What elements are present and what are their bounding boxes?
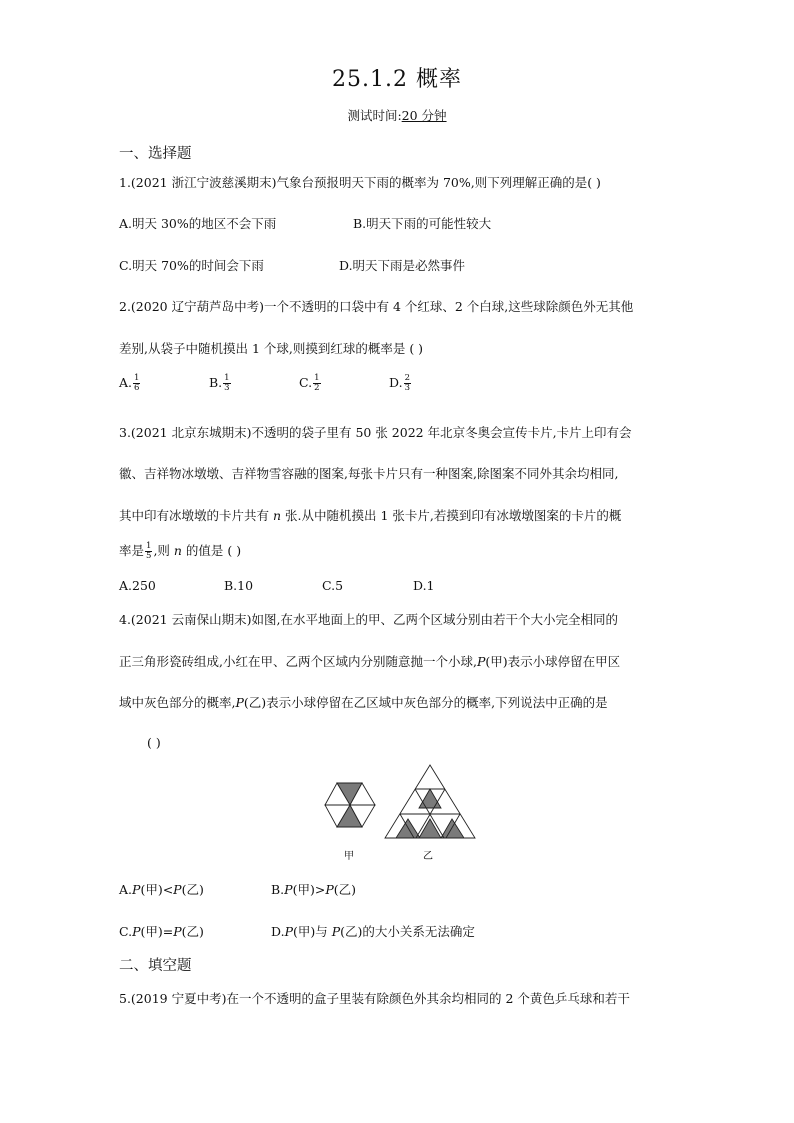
test-time — [0, 106, 794, 124]
fraction: $\frac{1}{2}$ — [314, 373, 320, 393]
question-4-line-1: 4.(2021 云南保山期末)如图,在水平地面上的甲、乙两个区域分别由若干个大小完全相同的 — [119, 612, 618, 627]
q4-option-c: C.P(甲)=P(乙) — [119, 924, 204, 939]
q4-option-d: D.P(甲)与 P(乙)的大小关系无法确定 — [271, 924, 475, 939]
q3-option-b: B.10 — [224, 578, 254, 593]
question-4-line-2: 正三角形瓷砖组成,小红在甲、乙两个区域内分别随意抛一个小球,P(甲)表示小球停留在甲区 — [119, 654, 621, 669]
question-1-stem: 1.(2021 浙江宁波慈溪期末)气象台预报明天下雨的概率为 70%,则下列理解正确的是( ) — [119, 175, 601, 190]
q1-option-c: C.明天 70%的时间会下雨 — [119, 258, 264, 273]
figure-label-yi: 乙 — [423, 851, 433, 862]
question-3-line-2: 徽、吉祥物冰墩墩、吉祥物雪容融的图案,每张卡片只有一种图案,除图案不同外其余均相同, — [119, 466, 619, 481]
triangle-yi — [385, 765, 475, 838]
q1-option-d: D.明天下雨是必然事件 — [339, 258, 466, 273]
q1-option-a: A.明天 30%的地区不会下雨 — [119, 216, 277, 231]
question-3-line-1: 3.(2021 北京东城期末)不透明的袋子里有 50 张 2022 年北京冬奥会宣传卡片,卡片上印有会 — [119, 425, 632, 440]
q2-option-c: C. $\frac{1}{2}$ — [299, 373, 320, 393]
q3-option-c: C.5 — [322, 578, 344, 593]
fraction: $\frac{1}{5}$ — [146, 541, 152, 561]
q2-option-d: D. $\frac{2}{3}$ — [389, 373, 410, 393]
hexagon-jia — [325, 783, 375, 827]
section-heading-fill: 二、填空题 — [119, 958, 192, 974]
page-title: 25.1.2 概率 — [332, 67, 462, 92]
test-time-value: 20 分钟 — [401, 108, 447, 123]
q3-option-a: A.250 — [119, 578, 156, 593]
question-2-line-1: 2.(2020 辽宁葫芦岛中考)一个不透明的口袋中有 4 个红球、2 个白球,这些球除颜色外无其他 — [119, 299, 634, 314]
question-3-line-3: 其中印有冰墩墩的卡片共有 n 张.从中随机摸出 1 张卡片,若摸到印有冰墩墩图案的卡片的概 — [119, 508, 622, 523]
q2-option-b: B. $\frac{1}{3}$ — [209, 373, 230, 393]
q1-option-b: B.明天下雨的可能性较大 — [353, 216, 492, 231]
question-3-line-4: 率是 $\frac{1}{5}$ ,则 n 的值是 ( ) — [119, 541, 242, 561]
q3-option-d: D.1 — [413, 578, 435, 593]
question-2-line-2: 差别,从袋子中随机摸出 1 个球,则摸到红球的概率是 ( ) — [119, 341, 424, 356]
question-5-line-1: 5.(2019 宁夏中考)在一个不透明的盒子里装有除颜色外其余均相同的 2 个黄色乒乓球和若干 — [119, 991, 630, 1006]
q2-option-a: A. $\frac{1}{6}$ — [119, 373, 140, 393]
figure-label-jia: 甲 — [344, 851, 354, 862]
test-time-label: 测试时间: — [347, 108, 402, 123]
figure-tiles — [310, 760, 485, 872]
q4-option-a: A.P(甲)<P(乙) — [119, 882, 204, 897]
question-4-line-3: 域中灰色部分的概率,P(乙)表示小球停留在乙区域中灰色部分的概率,下列说法中正确的是 — [119, 695, 608, 710]
fraction: $\frac{1}{6}$ — [134, 373, 140, 393]
fraction: $\frac{2}{3}$ — [404, 373, 410, 393]
q4-option-b: B.P(甲)>P(乙) — [271, 882, 357, 897]
question-4-line-4: ( ) — [147, 735, 161, 750]
section-heading-choice: 一、选择题 — [119, 146, 192, 162]
fraction: $\frac{1}{3}$ — [224, 373, 230, 393]
